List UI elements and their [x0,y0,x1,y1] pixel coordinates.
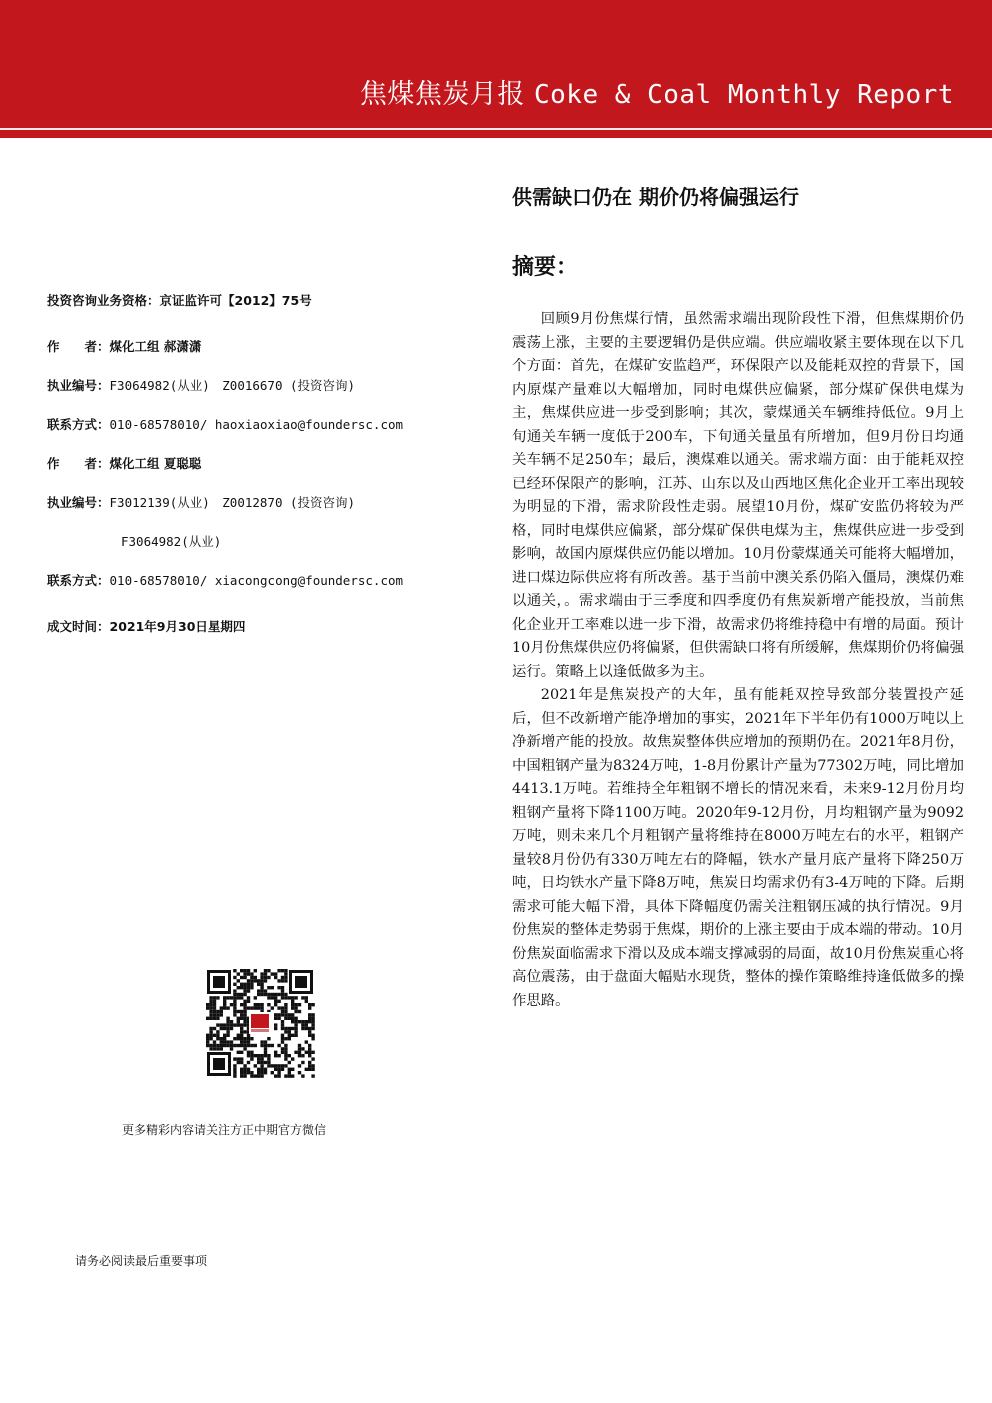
author1-line [47,337,201,355]
banner-divider [0,128,992,130]
qr-finder-bottom-left [207,1052,231,1076]
license1-line [47,376,355,394]
qualification-label: 投资咨询业务资格： [47,293,160,308]
date-label: 成文时间： [47,619,110,634]
author2-line [47,454,201,472]
contact1-label: 联系方式： [47,417,110,432]
license2-label: 执业编号： [47,495,110,510]
license2-extra: F3064982(从业) [121,534,222,549]
date-line [47,617,245,635]
abstract-paragraph-1: 回顾9月份焦煤行情，虽然需求端出现阶段性下滑，但焦煤期价仍震荡上涨，主要的主要逻辑仍是供应端。供应端收紧主要体现在以下几个方面：首先，在煤矿安监趋严，环保限产以及能耗双控的背景下，国内原煤产量难以大幅增加，同时电煤供应偏紧，部分煤矿保供电煤为主，焦煤供应进一步受到影响；其次，蒙煤通关车辆维持低位。9月上旬通关车辆一度低于200车，下旬通关量虽有所增加，但9月份日均通关车辆不足250车；最后，澳煤难以通关。需求端方面：由于能耗双控已经环保限产的影响，江苏、山东以及山西地区焦化企业开工率出现较为明显的下滑，需求阶段性走弱。展望10月份，煤矿安监仍将较为严格，同时电煤供应偏紧，部分煤矿保供电煤为主，焦煤供应进一步受到影响，故国内原煤供应仍能以增加。10月份蒙煤通关可能将大幅增加，进口煤边际供应将有所改善。基于当前中澳关系仍陷入僵局，澳煤仍难以通关，。需求端由于三季度和四季度仍有焦炭新增产能投放，当前焦化企业开工率难以进一步下滑，故需求仍将维持稳中有增的局面。预计10月份焦煤供应仍将偏紧，但供需缺口将有所缓解，焦煤期价仍将偏强运行。策略上以逢低做多为主。 [512,311,964,680]
qr-logo-icon [251,1014,269,1028]
qr-caption: 更多精彩内容请关注方正中期官方微信 [122,1123,327,1137]
abstract-body [512,308,964,1013]
author2-label: 作 者： [47,456,110,471]
author2-value: 煤化工组 夏聪聪 [109,456,202,471]
license1-label: 执业编号： [47,378,110,393]
contact2-line [47,571,403,589]
qr-finder-top-right [289,970,313,994]
qr-logo-text-bar [251,1029,269,1032]
license2-value: F3012139(从业) Z0012870 (投资咨询) [109,495,356,510]
author1-label: 作 者： [47,339,110,354]
contact2-label: 联系方式： [47,573,110,588]
header-banner [0,0,992,138]
wechat-qr-code[interactable] [205,968,315,1078]
contact1-line [47,415,403,433]
license2-extra-line [121,532,221,550]
headline: 供需缺口仍在 期价仍将偏强运行 [512,185,799,209]
report-title [360,72,954,111]
contact2-value: 010-68578010/ xiacongcong@foundersc.com [109,573,404,588]
abstract-title: 摘要： [512,255,579,280]
footer-note: 请务必阅读最后重要事项 [75,1254,208,1268]
qualification-line [47,291,312,309]
date-value: 2021年9月30日星期四 [109,619,246,634]
abstract-paragraph-2: 2021年是焦炭投产的大年，虽有能耗双控导致部分装置投产延后，但不改新增产能净增加的事实，2021年下半年仍有1000万吨以上净新增产能的投放。故焦炭整体供应增加的预期仍在。2021年8月份，中国粗钢产量为8324万吨，1-8月份累计产量为77302万吨，同比增加4413.1万吨。若维持全年粗钢不增长的情况来看，未来9-12月份月均粗钢产量将下降1100万吨。2020年9-12月份，月均粗钢产量为9092万吨，则未来几个月粗钢产量将维持在8000万吨左右的水平，粗钢产量较8月份仍有330万吨左右的降幅，铁水产量月底产量将下降250万吨，日均铁水产量下降8万吨，焦炭日均需求仍有3-4万吨的下降。后期需求可能大幅下滑，具体下降幅度仍需关注粗钢压减的执行情况。9月份焦炭的整体走势弱于焦煤，期价的上涨主要由于成本端的带动。10月份焦炭面临需求下滑以及成本端支撑减弱的局面，故10月份焦炭重心将高位震荡，由于盘面大幅贴水现货，整体的操作策略维持逢低做多的操作思路。 [512,687,964,1009]
license2-line [47,493,355,511]
report-title-cn: 焦煤焦炭月报 [359,79,525,110]
qualification-value: 京证监许可【2012】75号 [159,293,312,308]
report-title-en: Coke & Coal Monthly Report [534,80,954,110]
contact1-value: 010-68578010/ haoxiaoxiao@foundersc.com [109,417,404,432]
qr-finder-top-left [207,970,231,994]
author1-value: 煤化工组 郝潇潇 [109,339,202,354]
license1-value: F3064982(从业) Z0016670 (投资咨询) [109,378,356,393]
